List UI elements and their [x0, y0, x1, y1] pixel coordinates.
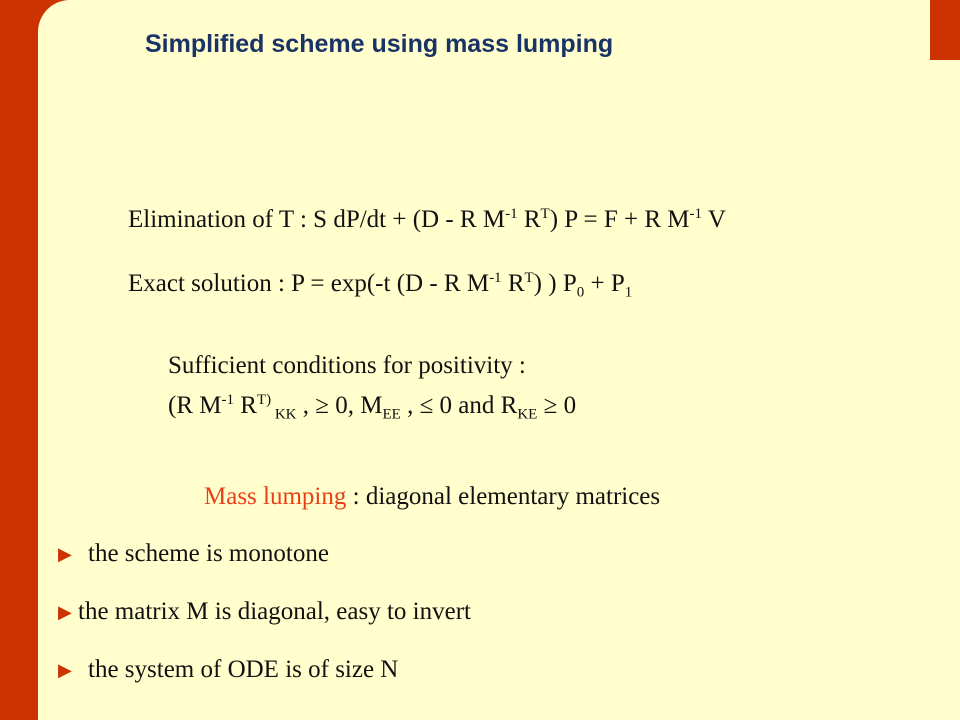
equation-exact-solution: [128, 270, 633, 301]
frame-right-tab: [930, 0, 960, 60]
bullet-item-1: the scheme is monotone: [88, 540, 329, 567]
eq2-part-d: + P: [584, 270, 625, 297]
cond-sup-2: T): [256, 392, 272, 408]
cond-part-d: 0, M: [329, 392, 383, 419]
mass-lumping-rest: : diagonal elementary matrices: [346, 483, 661, 510]
cond-part-f: 0 and R: [433, 392, 518, 419]
cond-sub-kk: KK: [271, 406, 297, 423]
eq2-part-a: Exact solution : P = exp(-t (D - R M: [128, 270, 490, 297]
geq-symbol-2: ≥: [543, 392, 558, 419]
cond-part-h: 0: [557, 392, 577, 419]
eq1-part-b: R: [517, 206, 541, 233]
eq2-sup-2: T: [524, 270, 534, 286]
eq2-sup-1: -1: [489, 270, 502, 286]
eq1-sup-1: -1: [505, 206, 518, 222]
eq2-sub-1: 0: [576, 284, 585, 301]
mass-lumping-label: Mass lumping: [204, 483, 347, 510]
eq1-sup-2: T: [540, 206, 550, 222]
cond-sup-1: -1: [221, 392, 234, 408]
play-arrow-icon: ▶: [58, 660, 72, 681]
eq1-sup-3: -1: [689, 206, 703, 222]
leq-symbol: ≤: [419, 392, 434, 419]
play-arrow-icon: ▶: [58, 602, 72, 623]
frame-left-bar: [0, 0, 38, 720]
play-arrow-icon: ▶: [58, 544, 72, 565]
eq2-part-b: R: [501, 270, 525, 297]
cond-sub-ke: KE: [517, 406, 538, 423]
cond-part-e: ,: [400, 392, 420, 419]
cond-sub-ee: EE: [382, 406, 401, 423]
equation-elimination: [128, 206, 726, 234]
bullet-item-2: the matrix M is diagonal, easy to invert: [78, 598, 471, 625]
bullet-item-3: the system of ODE is of size N: [88, 656, 399, 683]
cond-part-c: ,: [296, 392, 316, 419]
slide-title: Simplified scheme using mass lumping: [145, 30, 614, 58]
conditions-heading: Sufficient conditions for positivity :: [168, 352, 526, 379]
mass-lumping-line: [204, 483, 660, 511]
geq-symbol-1: ≥: [315, 392, 329, 419]
eq1-part-d: V: [702, 206, 726, 233]
cond-part-a: (R M: [168, 392, 222, 419]
eq1-part-c: ) P = F + R M: [549, 206, 690, 233]
conditions-formula: [168, 392, 577, 423]
eq1-part-a: Elimination of T : S dP/dt + (D - R M: [128, 206, 506, 233]
eq2-part-c: ) ) P: [533, 270, 577, 297]
frame-corner-round: [38, 0, 98, 80]
cond-part-b: R: [233, 392, 257, 419]
eq2-sub-2: 1: [624, 284, 633, 301]
